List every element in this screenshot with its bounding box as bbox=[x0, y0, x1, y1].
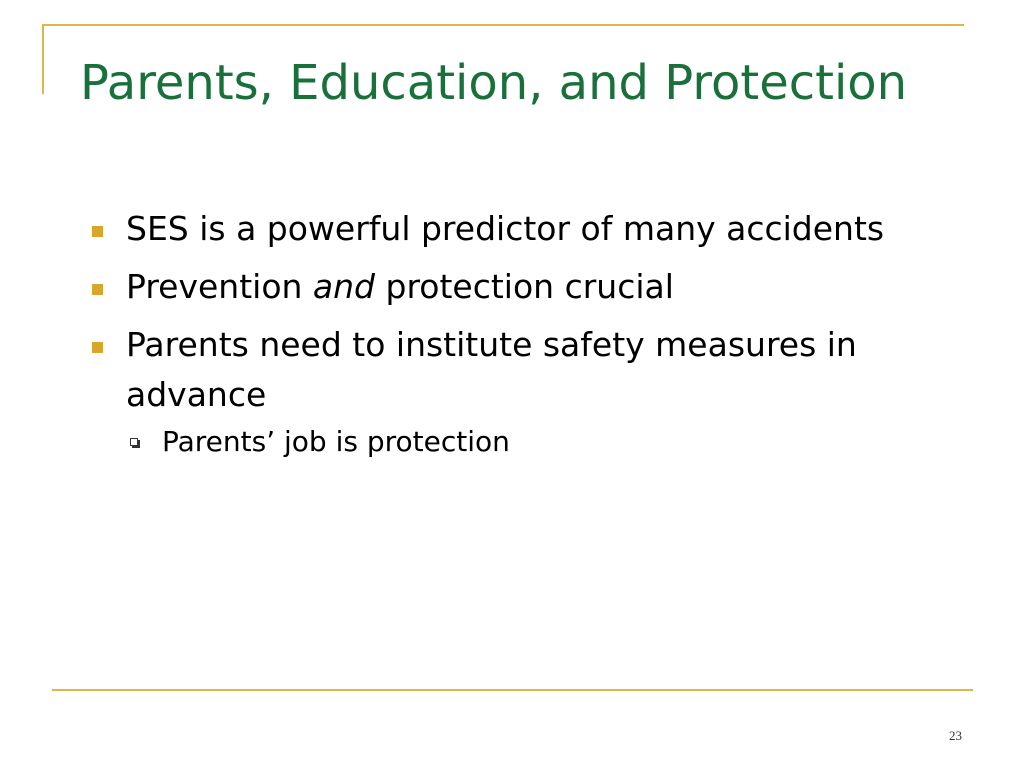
bullet-text: SES is a powerful predictor of many accidents bbox=[126, 209, 885, 248]
bullet-item-safety bbox=[86, 320, 966, 464]
left-frame-line bbox=[42, 24, 44, 94]
square-bullet-icon bbox=[92, 226, 103, 237]
sub-bullet-item-protection bbox=[126, 420, 966, 464]
bullet-text-suffix: protection crucial bbox=[375, 267, 674, 306]
bullet-list bbox=[86, 204, 966, 472]
bullet-item-ses bbox=[86, 204, 966, 254]
sub-bullet-list bbox=[126, 420, 966, 464]
page-number: 23 bbox=[949, 728, 962, 743]
slide-title: Parents, Education, and Protection bbox=[80, 55, 908, 111]
bullet-text-emphasis: and bbox=[312, 267, 376, 306]
bullet-text-prefix: Prevention bbox=[126, 267, 313, 306]
sub-bullet-text: Parents’ job is protection bbox=[162, 425, 510, 458]
bullet-item-prevention bbox=[86, 262, 966, 312]
bullet-text: Parents need to institute safety measures in advance bbox=[126, 325, 857, 414]
square-bullet-icon bbox=[92, 284, 103, 295]
bottom-frame-line bbox=[52, 689, 973, 691]
hollow-square-bullet-icon bbox=[130, 438, 138, 446]
square-bullet-icon bbox=[92, 342, 103, 353]
top-frame-line bbox=[42, 24, 964, 26]
